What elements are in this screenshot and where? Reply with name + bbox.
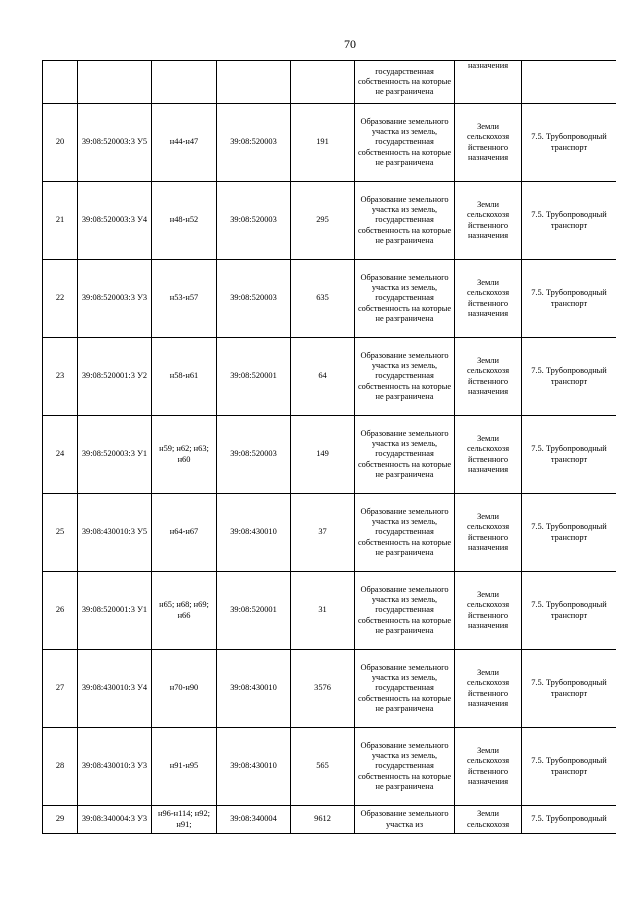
- cell-cadastral: 39:08:430010:3 У5: [78, 494, 152, 572]
- cell-land-category: Земли сельскохозя йственного назначения: [455, 650, 522, 728]
- cell-use-type: 7.5. Трубопроводный транспорт: [522, 650, 617, 728]
- cell-purpose: Образование земельного участка из земель, государственная собственность на которые не разграничена: [355, 494, 455, 572]
- cell-cadastral: 39:08:520003:3 У3: [78, 260, 152, 338]
- table-row: [43, 728, 617, 806]
- cell-cadastral: 39:08:520003:3 У1: [78, 416, 152, 494]
- cell-points: н44-н47: [152, 104, 217, 182]
- cell-purpose: Образование земельного участка из земель, государственная собственность на которые не разграничена: [355, 104, 455, 182]
- cell-land-category: Земли сельскохозя йственного назначения: [455, 338, 522, 416]
- cell-use-type: 7.5. Трубопроводный транспорт: [522, 260, 617, 338]
- cell-use-type: 7.5. Трубопроводный транспорт: [522, 494, 617, 572]
- cell-num: 20: [43, 104, 78, 182]
- cell-land-category: Земли сельскохозя йственного назначения: [455, 104, 522, 182]
- cell-cadastral: [78, 61, 152, 104]
- cell-num: 28: [43, 728, 78, 806]
- cell-quarter: 39:08:430010: [217, 728, 291, 806]
- cell-cadastral: 39:08:520001:3 У2: [78, 338, 152, 416]
- cell-area: 9612: [291, 806, 355, 834]
- cell-points: н48-н52: [152, 182, 217, 260]
- cell-quarter: 39:08:430010: [217, 650, 291, 728]
- cell-points: н59; н62; н63; н60: [152, 416, 217, 494]
- cell-num: 22: [43, 260, 78, 338]
- land-parcels-table: [42, 60, 616, 834]
- cell-purpose: Образование земельного участка из земель, государственная собственность на которые не разграничена: [355, 572, 455, 650]
- cell-area: 3576: [291, 650, 355, 728]
- cell-area: 37: [291, 494, 355, 572]
- cell-num: 23: [43, 338, 78, 416]
- cell-purpose: Образование земельного участка из земель, государственная собственность на которые не разграничена: [355, 728, 455, 806]
- cell-num: 26: [43, 572, 78, 650]
- cell-use-type: 7.5. Трубопроводный: [522, 806, 617, 834]
- cell-quarter: 39:08:520003: [217, 182, 291, 260]
- cell-purpose: Образование земельного участка из: [355, 806, 455, 834]
- cell-quarter: 39:08:520003: [217, 104, 291, 182]
- cell-use-type: 7.5. Трубопроводный транспорт: [522, 104, 617, 182]
- cell-area: 635: [291, 260, 355, 338]
- cell-use-type: [522, 61, 617, 104]
- cell-area: [291, 61, 355, 104]
- table-row: [43, 572, 617, 650]
- table-row-continued: [43, 61, 617, 104]
- cell-use-type: 7.5. Трубопроводный транспорт: [522, 728, 617, 806]
- cell-cadastral: 39:08:520003:3 У5: [78, 104, 152, 182]
- cell-purpose: Образование земельного участка из земель, государственная собственность на которые не разграничена: [355, 416, 455, 494]
- cell-land-category: назначения: [455, 61, 522, 104]
- cell-points: н65; н68; н69; н66: [152, 572, 217, 650]
- cell-num: 25: [43, 494, 78, 572]
- cell-area: 64: [291, 338, 355, 416]
- cell-cadastral: 39:08:520003:3 У4: [78, 182, 152, 260]
- cell-quarter: 39:08:520003: [217, 260, 291, 338]
- cell-use-type: 7.5. Трубопроводный транспорт: [522, 416, 617, 494]
- cell-points: н64-н67: [152, 494, 217, 572]
- table-row: [43, 182, 617, 260]
- cell-cadastral: 39:08:340004:3 У3: [78, 806, 152, 834]
- cell-use-type: 7.5. Трубопроводный транспорт: [522, 182, 617, 260]
- cell-num: 21: [43, 182, 78, 260]
- cell-cadastral: 39:08:430010:3 У3: [78, 728, 152, 806]
- cell-area: 191: [291, 104, 355, 182]
- table-row: [43, 260, 617, 338]
- cell-points: н70-н90: [152, 650, 217, 728]
- cell-quarter: 39:08:520001: [217, 338, 291, 416]
- cell-cadastral: 39:08:430010:3 У4: [78, 650, 152, 728]
- cell-cadastral: 39:08:520001:3 У1: [78, 572, 152, 650]
- cell-num: 27: [43, 650, 78, 728]
- cell-area: 565: [291, 728, 355, 806]
- cell-points: н96-н114; н92; н91;: [152, 806, 217, 834]
- cell-purpose: государственная собственность на которые не разграничена: [355, 61, 455, 104]
- table-row: [43, 650, 617, 728]
- table-row: [43, 494, 617, 572]
- page-number: 70: [344, 37, 356, 51]
- table-sheet: [42, 60, 616, 836]
- cell-land-category: Земли сельскохозя йственного назначения: [455, 182, 522, 260]
- cell-points: н53-н57: [152, 260, 217, 338]
- cell-land-category: Земли сельскохозя йственного назначения: [455, 260, 522, 338]
- cell-purpose: Образование земельного участка из земель, государственная собственность на которые не разграничена: [355, 650, 455, 728]
- cell-quarter: [217, 61, 291, 104]
- cell-use-type: 7.5. Трубопроводный транспорт: [522, 572, 617, 650]
- cell-quarter: 39:08:520001: [217, 572, 291, 650]
- cell-land-category: Земли сельскохозя йственного назначения: [455, 728, 522, 806]
- cell-points: н91-н95: [152, 728, 217, 806]
- cell-land-category: Земли сельскохозя йственного назначения: [455, 572, 522, 650]
- cell-points: н58-н61: [152, 338, 217, 416]
- cell-land-category: Земли сельскохозя йственного назначения: [455, 416, 522, 494]
- cell-purpose: Образование земельного участка из земель, государственная собственность на которые не разграничена: [355, 260, 455, 338]
- cell-purpose: Образование земельного участка из земель, государственная собственность на которые не разграничена: [355, 182, 455, 260]
- cell-area: 149: [291, 416, 355, 494]
- table-row: [43, 104, 617, 182]
- cell-num: [43, 61, 78, 104]
- cell-quarter: 39:08:430010: [217, 494, 291, 572]
- cell-purpose: Образование земельного участка из земель, государственная собственность на которые не разграничена: [355, 338, 455, 416]
- cell-area: 31: [291, 572, 355, 650]
- cell-land-category: Земли сельскохозя йственного назначения: [455, 494, 522, 572]
- cell-area: 295: [291, 182, 355, 260]
- cell-num: 29: [43, 806, 78, 834]
- table-row: [43, 338, 617, 416]
- cell-points: [152, 61, 217, 104]
- cell-quarter: 39:08:520003: [217, 416, 291, 494]
- cell-land-category: Земли сельскохозя: [455, 806, 522, 834]
- table-row: [43, 416, 617, 494]
- table-row-partial: [43, 806, 617, 834]
- cell-quarter: 39:08:340004: [217, 806, 291, 834]
- cell-use-type: 7.5. Трубопроводный транспорт: [522, 338, 617, 416]
- cell-num: 24: [43, 416, 78, 494]
